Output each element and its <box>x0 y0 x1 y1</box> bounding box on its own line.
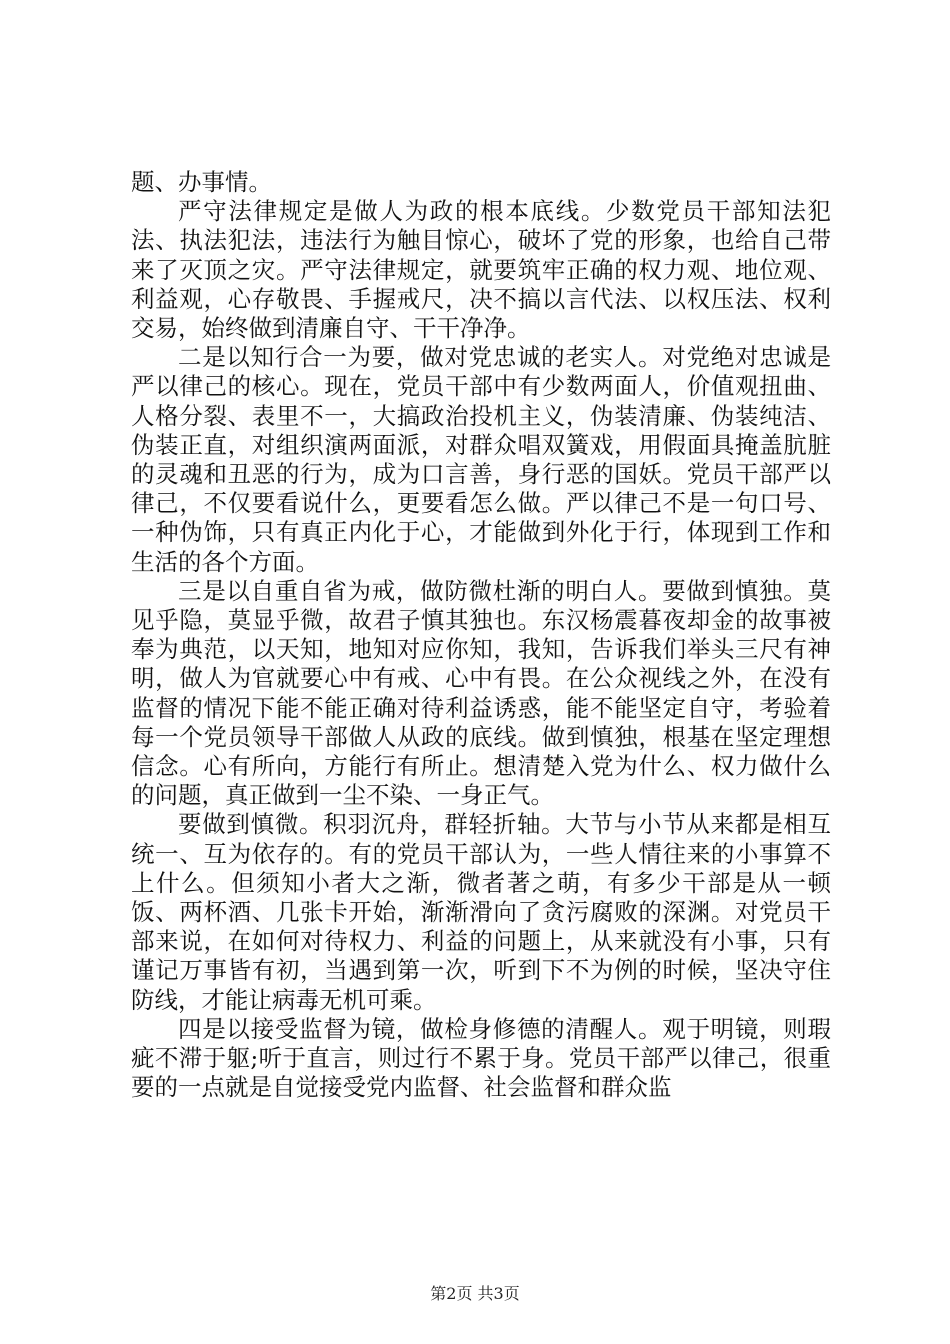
paragraph: 四是以接受监督为镜，做检身修德的清醒人。观于明镜，则瑕疵不滞于躯;听于直言，则过行不累于身。党员干部严以律己，很重要的一点就是自觉接受党内监督、社会监督和群众监 <box>131 1014 831 1102</box>
page-footer: 第2页 共3页 <box>430 1284 520 1303</box>
paragraph: 要做到慎微。积羽沉舟，群轻折轴。大节与小节从来都是相互统一、互为依存的。有的党员干部认为，一些人情往来的小事算不上什么。但须知小者大之渐，微者著之萌，有多少干部是从一顿饭、两杯酒、几张卡开始，渐渐滑向了贪污腐败的深渊。对党员干部来说，在如何对待权力、利益的问题上，从来就没有小事，只有谨记万事皆有初，当遇到第一次，听到下不为例的时候，坚决守住防线，才能让病毒无机可乘。 <box>131 810 831 1014</box>
paragraph: 二是以知行合一为要，做对党忠诚的老实人。对党绝对忠诚是严以律己的核心。现在，党员干部中有少数两面人，价值观扭曲、人格分裂、表里不一，大搞政治投机主义，伪装清廉、伪装纯洁、伪装正直，对组织演两面派，对群众唱双簧戏，用假面具掩盖肮脏的灵魂和丑恶的行为，成为口言善，身行恶的国妖。党员干部严以律己，不仅要看说什么，更要看怎么做。严以律己不是一句口号、一种伪饰，只有真正内化于心，才能做到外化于行，体现到工作和生活的各个方面。 <box>131 343 831 576</box>
body-text <box>131 168 831 1103</box>
paragraph: 三是以自重自省为戒，做防微杜渐的明白人。要做到慎独。莫见乎隐，莫显乎微，故君子慎其独也。东汉杨震暮夜却金的故事被奉为典范，以天知，地知对应你知，我知，告诉我们举头三尺有神明，做人为官就要心中有戒、心中有畏。在公众视线之外，在没有监督的情况下能不能正确对待利益诱惑，能不能坚定自守，考验着每一个党员领导干部做人从政的底线。做到慎独，根基在坚定理想信念。心有所向，方能行有所止。想清楚入党为什么、权力做什么的问题，真正做到一尘不染、一身正气。 <box>131 576 831 810</box>
paragraph: 题、办事情。 <box>131 168 272 196</box>
paragraph: 严守法律规定是做人为政的根本底线。少数党员干部知法犯法、执法犯法，违法行为触目惊心，破坏了党的形象，也给自己带来了灭顶之灾。严守法律规定，就要筑牢正确的权力观、地位观、利益观，心存敬畏、手握戒尺，决不搞以言代法、以权压法、权利交易，始终做到清廉自守、干干净净。 <box>131 197 831 343</box>
